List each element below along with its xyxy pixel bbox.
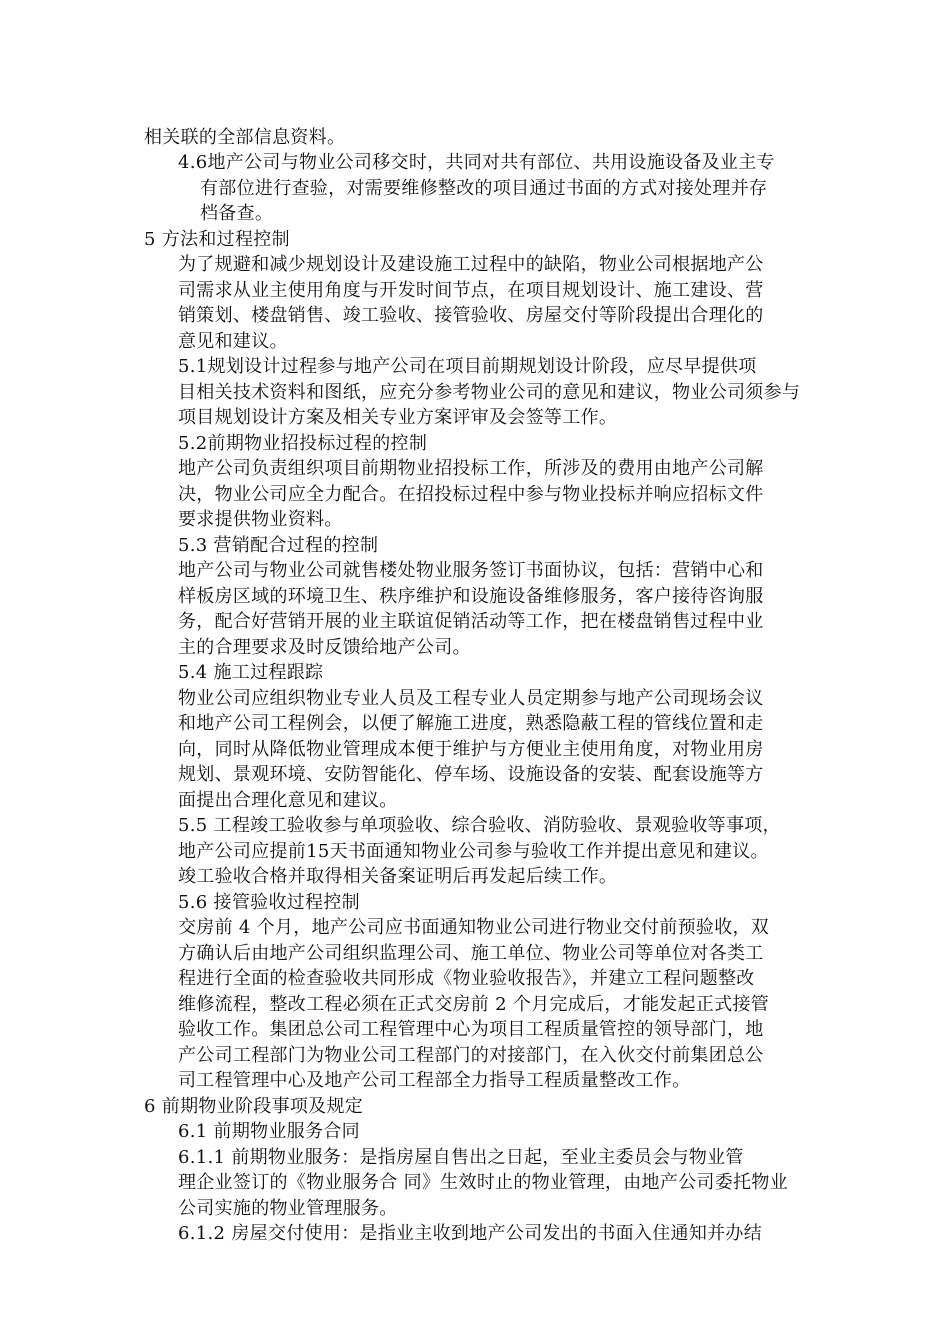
text-line: 主的合理要求及时反馈给地产公司。 [178, 637, 471, 658]
text-line: 6.1.1 前期物业服务：是指房屋自售出之日起，至业主委员会与物业管 [178, 1147, 744, 1168]
text-line: 交房前 4 个月，地产公司应书面通知物业公司进行物业交付前预验收，双 [178, 917, 770, 938]
text-line: 地产公司负责组织项目前期物业招投标工作，所涉及的费用由地产公司解 [178, 458, 764, 479]
section-heading: 5 方法和过程控制 [144, 229, 290, 250]
text-line: 为了规避和减少规划设计及建设施工过程中的缺陷，物业公司根据地产公 [178, 254, 764, 275]
text-line: 目相关技术资料和图纸，应充分参考物业公司的意见和建议，物业公司须参与 [178, 382, 801, 403]
text-line: 司需求从业主使用角度与开发时间节点，在项目规划设计、施工建设、营 [178, 280, 764, 301]
text-line: 相关联的全部信息资料。 [144, 127, 346, 148]
text-line: 务，配合好营销开展的业主联谊促销活动等工作，把在楼盘销售过程中业 [178, 611, 764, 632]
subsection-heading: 5.3 营销配合过程的控制 [178, 535, 379, 556]
text-line: 方确认后由地产公司组织监理公司、施工单位、物业公司等单位对各类工 [178, 943, 764, 964]
text-line: 6.1.2 房屋交付使用：是指业主收到地产公司发出的书面入住通知并办结 [178, 1223, 763, 1244]
text-line: 5.1规划设计过程参与地产公司在项目前期规划设计阶段，应尽早提供项 [178, 356, 757, 377]
subsection-heading: 5.6 接管验收过程控制 [178, 892, 360, 913]
text-line: 意见和建议。 [178, 331, 288, 352]
text-line: 要求提供物业资料。 [178, 509, 343, 530]
text-line: 公司实施的物业管理服务。 [178, 1198, 398, 1219]
subsection-heading: 5.2前期物业招投标过程的控制 [178, 433, 428, 454]
subsection-heading: 6.1 前期物业服务合同 [178, 1121, 360, 1142]
text-line: 销策划、楼盘销售、竣工验收、接管验收、房屋交付等阶段提出合理化的 [178, 305, 764, 326]
text-line: 5.5 工程竣工验收参与单项验收、综合验收、消防验收、景观验收等事项， [178, 815, 781, 836]
text-line: 物业公司应组织物业专业人员及工程专业人员定期参与地产公司现场会议 [178, 688, 764, 709]
text-line: 地产公司与物业公司就售楼处物业服务签订书面协议，包括：营销中心和 [178, 560, 764, 581]
text-line: 司工程管理中心及地产公司工程部全力指导工程质量整改工作。 [178, 1070, 691, 1091]
text-line: 地产公司应提前15天书面通知物业公司参与验收工作并提出意见和建议。 [178, 841, 769, 862]
text-line: 决，物业公司应全力配合。在招投标过程中参与物业投标并响应招标文件 [178, 484, 764, 505]
text-line: 面提出合理化意见和建议。 [178, 790, 398, 811]
text-line: 项目规划设计方案及相关专业方案评审及会签等工作。 [178, 407, 618, 428]
section-heading: 6 前期物业阶段事项及规定 [144, 1096, 364, 1117]
text-line: 档备查。 [200, 203, 274, 224]
text-line: 样板房区域的环境卫生、秩序维护和设施设备维修服务，客户接待咨询服 [178, 586, 764, 607]
text-line: 规划、景观环境、安防智能化、停车场、设施设备的安装、配套设施等方 [178, 764, 764, 785]
text-line: 维修流程，整改工程必须在正式交房前 2 个月完成后，才能发起正式接管 [178, 994, 770, 1015]
text-line: 有部位进行查验，对需要维修整改的项目通过书面的方式对接处理并存 [200, 178, 768, 199]
text-line: 和地产公司工程例会，以便了解施工进度，熟悉隐蔽工程的管线位置和走 [178, 713, 764, 734]
subsection-heading: 5.4 施工过程跟踪 [178, 662, 324, 683]
text-line: 4.6地产公司与物业公司移交时，共同对共有部位、共用设施设备及业主专 [178, 152, 775, 173]
text-line: 验收工作。集团总公司工程管理中心为项目工程质量管控的领导部门，地 [178, 1019, 764, 1040]
text-line: 产公司工程部门为物业公司工程部门的对接部门，在入伙交付前集团总公 [178, 1045, 764, 1066]
text-line: 向，同时从降低物业管理成本便于维护与方便业主使用角度，对物业用房 [178, 739, 764, 760]
text-line: 程进行全面的检查验收共同形成《物业验收报告》，并建立工程问题整改 [178, 968, 755, 989]
text-line: 竣工验收合格并取得相关备案证明后再发起后续工作。 [178, 866, 618, 887]
text-line: 理企业签订的《物业服务合 同》生效时止的物业管理，由地产公司委托物业 [178, 1172, 788, 1193]
